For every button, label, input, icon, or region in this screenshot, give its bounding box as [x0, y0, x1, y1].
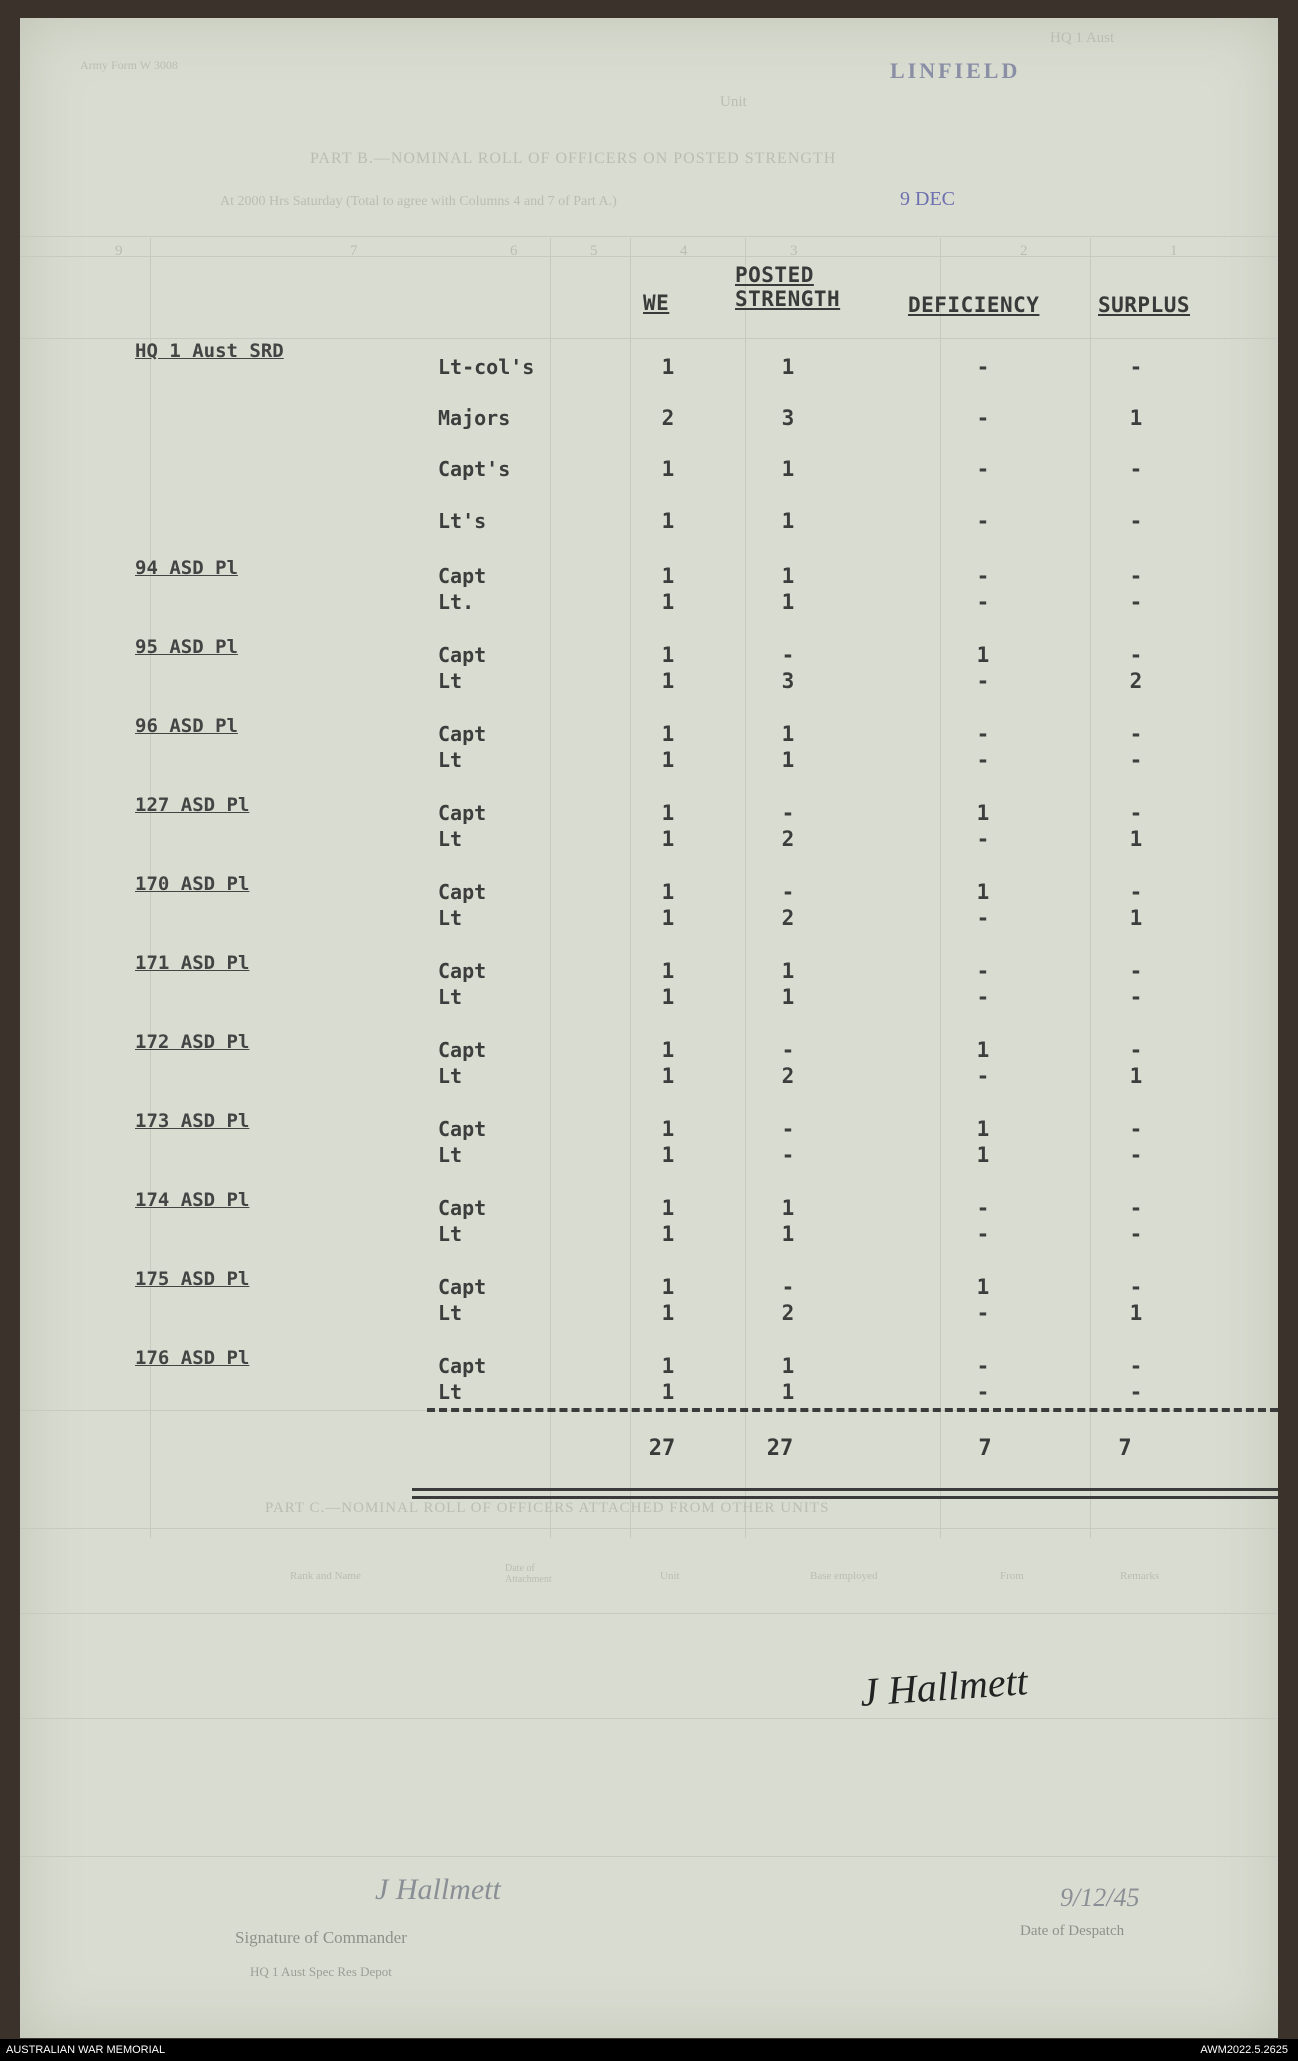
col-num-6: 6	[510, 243, 518, 259]
cell-posted: 1	[781, 959, 795, 983]
signature-main: J Hallmett	[858, 1658, 1030, 1715]
cell-def: -	[976, 564, 990, 588]
rank-label: Lt	[438, 748, 463, 772]
cell-sur: -	[1129, 722, 1143, 746]
signature-label: Signature of Commander	[235, 1928, 407, 1947]
cell-sur: 1	[1129, 906, 1143, 930]
cell-we: 1	[661, 590, 675, 614]
cell-posted: 2	[781, 906, 795, 930]
rank-label: Lt.	[438, 590, 475, 614]
col-num-1: 1	[1170, 243, 1178, 259]
cell-we: 1	[661, 722, 675, 746]
col-num-9: 9	[115, 243, 123, 259]
cell-sur: -	[1129, 355, 1143, 379]
cell-sur: 2	[1129, 669, 1143, 693]
cell-def: -	[976, 748, 990, 772]
total-surplus: 7	[1118, 1436, 1132, 1461]
date-stamp: 9 DEC	[900, 188, 955, 210]
cell-we: 1	[661, 1117, 675, 1141]
cell-sur: -	[1129, 457, 1143, 481]
cell-def: 1	[976, 880, 990, 904]
rank-label: Majors	[438, 406, 511, 430]
cell-posted: -	[781, 643, 795, 667]
rank-label: Capt	[438, 1117, 487, 1141]
rank-label: Capt	[438, 564, 487, 588]
col-num-4: 4	[680, 243, 688, 259]
header-we: WE	[643, 291, 670, 315]
cell-def: -	[976, 1222, 990, 1246]
part-c-col-date: Date of Attachment	[505, 1563, 552, 1585]
col-num-2: 2	[1020, 243, 1028, 259]
cell-def: -	[976, 1380, 990, 1404]
cell-def: -	[976, 722, 990, 746]
rank-label: Lt	[438, 1380, 463, 1404]
cell-posted: 1	[781, 985, 795, 1009]
cell-def: 1	[976, 801, 990, 825]
unit-name: 95 ASD Pl	[135, 636, 238, 658]
cell-posted: -	[781, 801, 795, 825]
cell-posted: 1	[781, 457, 795, 481]
rank-label: Capt's	[438, 457, 511, 481]
rank-label: Capt	[438, 1354, 487, 1378]
rank-label: Lt's	[438, 509, 487, 533]
cell-def: 1	[976, 1038, 990, 1062]
cell-posted: -	[781, 1275, 795, 1299]
unit-name: 127 ASD Pl	[135, 794, 250, 816]
cell-we: 1	[661, 801, 675, 825]
cell-we: 1	[661, 457, 675, 481]
rank-label: Lt	[438, 1064, 463, 1088]
rank-label: Capt	[438, 959, 487, 983]
rank-label: Lt	[438, 1301, 463, 1325]
header-surplus: SURPLUS	[1098, 293, 1191, 317]
cell-def: -	[976, 669, 990, 693]
rank-label: Lt	[438, 985, 463, 1009]
cell-sur: 1	[1129, 406, 1143, 430]
col-num-7: 7	[350, 243, 358, 259]
cell-def: -	[976, 509, 990, 533]
cell-posted: 2	[781, 827, 795, 851]
cell-we: 1	[661, 1354, 675, 1378]
unit-name: 171 ASD Pl	[135, 952, 250, 974]
cell-we: 1	[661, 643, 675, 667]
cell-we: 1	[661, 880, 675, 904]
rank-label: Lt	[438, 669, 463, 693]
cell-we: 1	[661, 959, 675, 983]
rank-label: Capt	[438, 1038, 487, 1062]
cell-posted: -	[781, 880, 795, 904]
header-posted-strength: POSTED STRENGTH	[735, 263, 841, 311]
footer-left: AUSTRALIAN WAR MEMORIAL	[6, 2044, 166, 2056]
cell-posted: 3	[781, 669, 795, 693]
cell-sur: -	[1129, 1117, 1143, 1141]
cell-we: 2	[661, 406, 675, 430]
unit-name: 94 ASD Pl	[135, 557, 238, 579]
rank-label: Capt	[438, 643, 487, 667]
footer-right: AWM2022.5.2625	[1200, 2044, 1288, 2056]
cell-sur: -	[1129, 1038, 1143, 1062]
col-num-5: 5	[590, 243, 598, 259]
total-we: 27	[648, 1436, 676, 1461]
cell-posted: -	[781, 1117, 795, 1141]
document-page	[20, 18, 1278, 2038]
cell-def: -	[976, 406, 990, 430]
signature-sub: HQ 1 Aust Spec Res Depot	[250, 1964, 392, 1979]
total-posted: 27	[766, 1436, 794, 1461]
cell-posted: 1	[781, 1222, 795, 1246]
unit-name: 176 ASD Pl	[135, 1347, 250, 1369]
totals-rule-top	[427, 1408, 1278, 1412]
part-c-col-remarks: Remarks	[1120, 1570, 1160, 1582]
cell-def: -	[976, 906, 990, 930]
header-deficiency: DEFICIENCY	[908, 293, 1040, 317]
cell-sur: 1	[1129, 1301, 1143, 1325]
faint-form-ref: Army Form W 3008	[80, 58, 178, 72]
cell-posted: 1	[781, 1196, 795, 1220]
cell-posted: -	[781, 1038, 795, 1062]
cell-def: -	[976, 355, 990, 379]
rank-label: Lt	[438, 1143, 463, 1167]
cell-sur: -	[1129, 1354, 1143, 1378]
rank-label: Capt	[438, 1196, 487, 1220]
cell-we: 1	[661, 509, 675, 533]
cell-posted: -	[781, 1143, 795, 1167]
part-b-subtitle: At 2000 Hrs Saturday (Total to agree with Columns 4 and 7 of Part A.)	[220, 194, 617, 209]
cell-sur: -	[1129, 564, 1143, 588]
cell-sur: -	[1129, 509, 1143, 533]
cell-def: -	[976, 959, 990, 983]
faint-header-top-right: HQ 1 Aust	[1050, 30, 1115, 46]
despatch-date-handwriting: 9/12/45	[1060, 1883, 1140, 1912]
cell-def: 1	[976, 1275, 990, 1299]
cell-sur: -	[1129, 1380, 1143, 1404]
rank-label: Capt	[438, 722, 487, 746]
cell-sur: -	[1129, 985, 1143, 1009]
cell-we: 1	[661, 1038, 675, 1062]
faint-unit-name: LINFIELD	[890, 58, 1021, 83]
cell-posted: 1	[781, 722, 795, 746]
signature-commander: J Hallmett	[375, 1873, 501, 1906]
cell-def: -	[976, 1196, 990, 1220]
part-c-col-base: Base employed	[810, 1570, 878, 1582]
cell-def: -	[976, 1301, 990, 1325]
rank-label: Lt	[438, 906, 463, 930]
unit-name: 172 ASD Pl	[135, 1031, 250, 1053]
cell-we: 1	[661, 564, 675, 588]
unit-name: 96 ASD Pl	[135, 715, 238, 737]
cell-we: 1	[661, 1301, 675, 1325]
cell-we: 1	[661, 1380, 675, 1404]
rank-label: Capt	[438, 880, 487, 904]
cell-posted: 3	[781, 406, 795, 430]
cell-we: 1	[661, 1196, 675, 1220]
part-c-title: PART C.—NOMINAL ROLL OF OFFICERS ATTACHED FROM OTHER UNITS	[265, 1500, 830, 1516]
part-c-col-rank-name: Rank and Name	[290, 1570, 361, 1582]
rank-label: Lt	[438, 1222, 463, 1246]
unit-name: 173 ASD Pl	[135, 1110, 250, 1132]
cell-we: 1	[661, 1143, 675, 1167]
cell-def: -	[976, 1354, 990, 1378]
cell-def: -	[976, 457, 990, 481]
totals-rule-bottom	[412, 1488, 1278, 1491]
despatch-date-label: Date of Despatch	[1020, 1923, 1125, 1939]
cell-we: 1	[661, 748, 675, 772]
cell-def: 1	[976, 643, 990, 667]
cell-we: 1	[661, 1222, 675, 1246]
cell-we: 1	[661, 985, 675, 1009]
rank-label: Capt	[438, 1275, 487, 1299]
cell-we: 1	[661, 355, 675, 379]
cell-we: 1	[661, 1275, 675, 1299]
total-deficiency: 7	[978, 1436, 992, 1461]
rank-label: Lt-col's	[438, 355, 535, 379]
cell-posted: 1	[781, 748, 795, 772]
faint-unit-label: Unit	[720, 94, 747, 110]
cell-sur: -	[1129, 1143, 1143, 1167]
cell-sur: -	[1129, 801, 1143, 825]
cell-sur: 1	[1129, 827, 1143, 851]
cell-posted: 1	[781, 1380, 795, 1404]
cell-posted: 1	[781, 590, 795, 614]
cell-def: 1	[976, 1117, 990, 1141]
part-b-title: PART B.—NOMINAL ROLL OF OFFICERS ON POSTED STRENGTH	[310, 150, 837, 167]
rank-label: Lt	[438, 827, 463, 851]
cell-sur: -	[1129, 643, 1143, 667]
unit-name: 175 ASD Pl	[135, 1268, 250, 1290]
unit-name: HQ 1 Aust SRD	[135, 340, 284, 362]
cell-we: 1	[661, 906, 675, 930]
cell-def: -	[976, 827, 990, 851]
unit-name: 174 ASD Pl	[135, 1189, 250, 1211]
cell-sur: -	[1129, 1196, 1143, 1220]
cell-we: 1	[661, 669, 675, 693]
cell-def: -	[976, 1064, 990, 1088]
unit-name: 170 ASD Pl	[135, 873, 250, 895]
cell-posted: 1	[781, 355, 795, 379]
cell-sur: -	[1129, 1222, 1143, 1246]
part-c-col-from: From	[1000, 1570, 1024, 1582]
cell-posted: 2	[781, 1301, 795, 1325]
part-c-col-unit: Unit	[660, 1570, 680, 1582]
cell-sur: -	[1129, 959, 1143, 983]
archive-footer	[0, 2039, 1298, 2061]
cell-posted: 2	[781, 1064, 795, 1088]
col-num-3: 3	[790, 243, 798, 259]
cell-posted: 1	[781, 564, 795, 588]
rank-label: Capt	[438, 801, 487, 825]
cell-def: -	[976, 985, 990, 1009]
cell-def: -	[976, 590, 990, 614]
cell-sur: 1	[1129, 1064, 1143, 1088]
cell-def: 1	[976, 1143, 990, 1167]
cell-sur: -	[1129, 748, 1143, 772]
cell-posted: 1	[781, 1354, 795, 1378]
cell-posted: 1	[781, 509, 795, 533]
cell-we: 1	[661, 1064, 675, 1088]
cell-sur: -	[1129, 590, 1143, 614]
cell-we: 1	[661, 827, 675, 851]
cell-sur: -	[1129, 880, 1143, 904]
cell-sur: -	[1129, 1275, 1143, 1299]
